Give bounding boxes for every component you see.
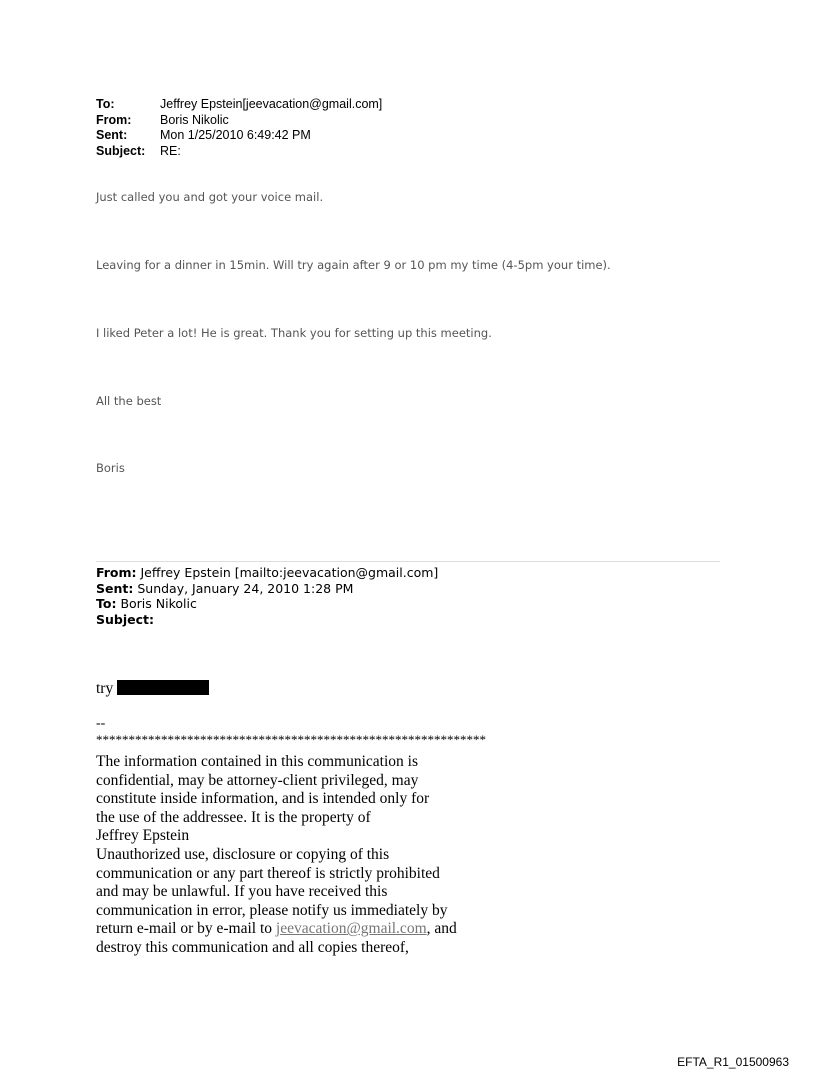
disclaimer-line-email bbox=[96, 920, 457, 939]
quoted-from-row bbox=[96, 565, 438, 581]
disclaimer-line: constitute inside information, and is intended only for bbox=[96, 790, 430, 808]
signature-dashes: -- bbox=[96, 716, 106, 731]
subject-label: Subject: bbox=[96, 143, 146, 158]
quoted-to-label: To: bbox=[96, 596, 117, 611]
email-link[interactable]: jeevacation@gmail.com bbox=[275, 920, 427, 938]
subject-row bbox=[96, 144, 382, 160]
body-paragraph-4: All the best bbox=[96, 394, 162, 408]
from-value: Boris Nikolic bbox=[160, 112, 229, 127]
disclaimer-line: communication in error, please notify us immediately by bbox=[96, 901, 448, 919]
quoted-to-row bbox=[96, 596, 438, 612]
quote-divider bbox=[96, 561, 720, 562]
quoted-header bbox=[96, 565, 438, 627]
quoted-subject-label: Subject: bbox=[96, 611, 154, 627]
disclaimer-line: Unauthorized use, disclosure or copying of this bbox=[96, 845, 390, 863]
to-label: To: bbox=[96, 97, 115, 111]
disclaimer-line: the use of the addressee. It is the property of bbox=[96, 808, 371, 826]
disclaimer-line10-post: , and bbox=[426, 920, 457, 938]
document-id: EFTA_R1_01500963 bbox=[677, 1055, 789, 1069]
disclaimer-line: and may be unlawful. If you have received this bbox=[96, 883, 388, 901]
from-row bbox=[96, 113, 382, 129]
disclaimer-line10-pre: return e-mail or by e-mail to bbox=[96, 920, 276, 938]
sent-label: Sent: bbox=[96, 128, 128, 142]
quoted-from-label: From: bbox=[96, 565, 137, 580]
quoted-sent-row bbox=[96, 581, 438, 597]
sent-row bbox=[96, 128, 382, 144]
quoted-body-text: try bbox=[96, 680, 114, 697]
to-row bbox=[96, 97, 382, 113]
body-signature: Boris bbox=[96, 461, 125, 475]
body-paragraph-3: I liked Peter a lot! He is great. Thank you for setting up this meeting. bbox=[96, 326, 492, 340]
disclaimer-line: Jeffrey Epstein bbox=[96, 827, 190, 845]
to-value: Jeffrey Epstein[jeevacation@gmail.com] bbox=[160, 97, 383, 111]
quoted-sent-value: Sunday, January 24, 2010 1:28 PM bbox=[137, 580, 354, 596]
disclaimer-line: destroy this communication and all copies thereof, bbox=[96, 938, 409, 956]
disclaimer-line: The information contained in this communication is bbox=[96, 753, 418, 770]
disclaimer bbox=[96, 753, 457, 958]
quoted-subject-row bbox=[96, 612, 438, 628]
from-label: From: bbox=[96, 112, 132, 127]
body-paragraph-2: Leaving for a dinner in 15min. Will try again after 9 or 10 pm my time (4-5pm your time). bbox=[96, 258, 611, 272]
disclaimer-line: communication or any part thereof is strictly prohibited bbox=[96, 864, 440, 882]
email-header bbox=[96, 97, 382, 159]
sent-value: Mon 1/25/2010 6:49:42 PM bbox=[160, 128, 311, 142]
quoted-sent-label: Sent: bbox=[96, 580, 134, 596]
quoted-body bbox=[96, 680, 209, 698]
body-paragraph-1: Just called you and got your voice mail. bbox=[96, 190, 324, 204]
subject-value: RE: bbox=[160, 143, 181, 158]
quoted-to-value: Boris Nikolic bbox=[120, 596, 197, 611]
disclaimer-line: confidential, may be attorney-client privileged, may bbox=[96, 771, 419, 789]
quoted-from-value: Jeffrey Epstein [mailto:jeevacation@gmail.com] bbox=[140, 565, 439, 580]
redaction-box bbox=[117, 680, 209, 695]
signature-stars: ************************************************************ bbox=[96, 732, 486, 747]
